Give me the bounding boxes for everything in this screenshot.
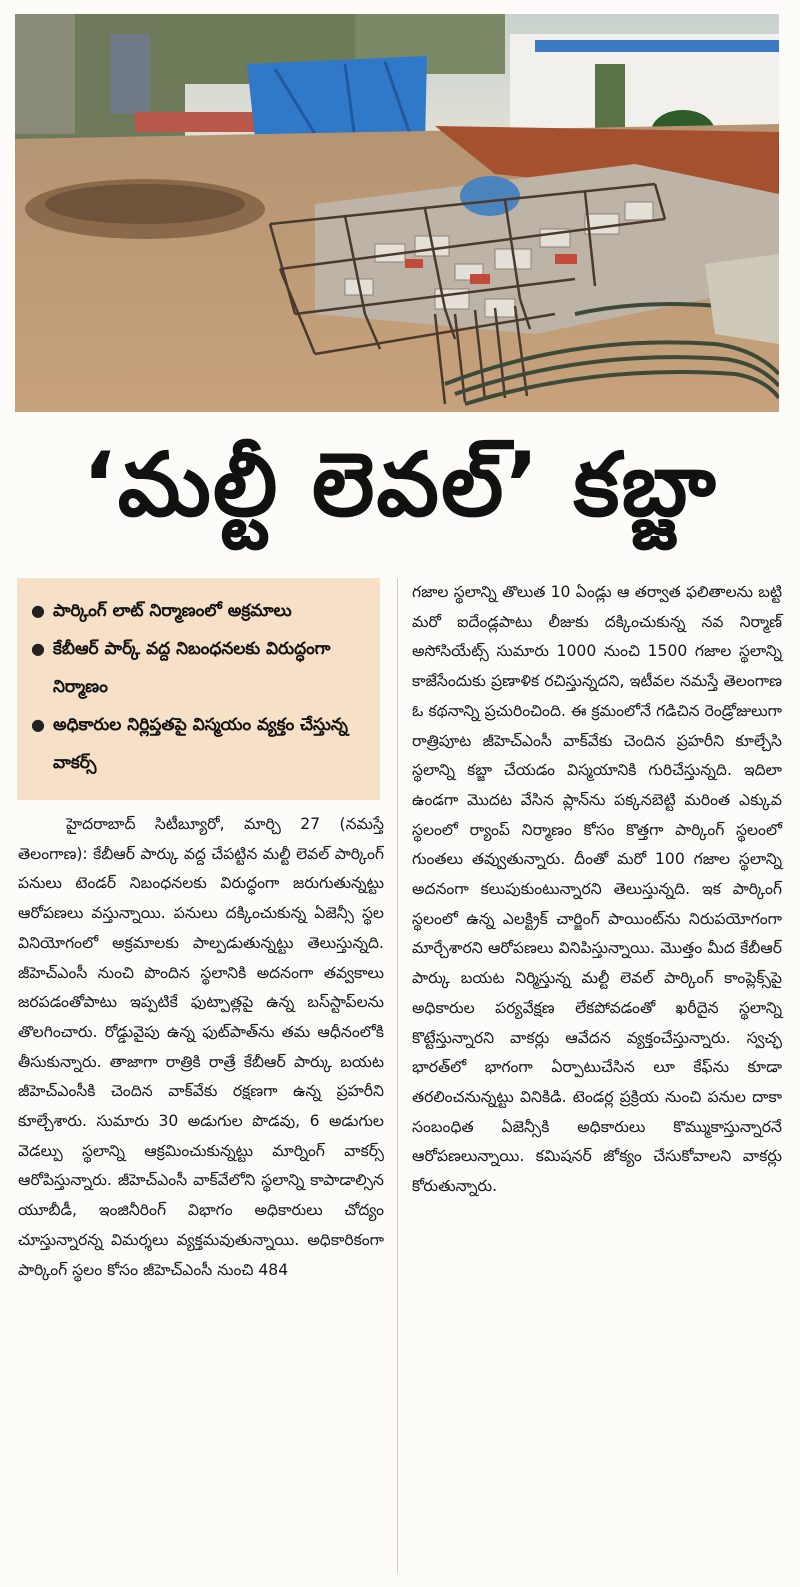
highlight-text: కేబీఆర్ పార్క్ వద్ద నిబంధనలకు విరుద్ధంగా నిర్మాణం: [53, 639, 331, 697]
blue-tarp: [247, 56, 427, 142]
article-paragraph: గజాల స్థలాన్ని తొలుత 10 ఏండ్లు ఆ తర్వాత ఫలితాలను బట్టి మరో ఐదేండ్లపాటు లీజుకు దక్కించుకున్న నవ నిర్మాణ్ అసోసియేట్స్ సుమారు 1000 నుంచి 1500 గజాల స్థలాన్ని కాజేసేందుకు ప్రణాళిక రచిస్తున్నదని, ఇటీవల నమస్తే తెలంగాణ ఓ కథనాన్ని ప్రచురించింది. ఈ క్రమంలోనే గడిచిన రెండ్రోజులుగా రాత్రిపూట జీహెచ్ఎంసీ వాక్‌వేకు చెందిన ప్రహరీని కూల్చేసి స్థలాన్ని కబ్జా చేయడం విస్మయానికి గురిచేస్తున్నది. ఇదిలా ఉండగా మొదట వేసిన ప్లాన్‌ను పక్కనబెట్టి మరింత ఎక్కువ స్థలంలో ర్యాంప్ నిర్మాణం కోసం కొత్తగా పార్కింగ్ స్థలంలో గుంతలు తవ్వుతున్నారు. దీంతో మరో 100 గజాల స్థలాన్ని అదనంగా కలుపుకుంటున్నారని తెలుస్తున్నది. ఇక పార్కింగ్ స్థలంలో ఉన్న ఎలక్ట్రిక్ చార్జింగ్ పాయింట్‌ను నిరుపయోగంగా మార్చేశారని ఆరోపణలు వినిపిస్తున్నాయి. మొత్తం మీద కేబీఆర్ పార్కు బయట నిర్మిస్తున్న మల్టీ లెవల్ పార్కింగ్ కాంప్లెక్స్‌పై అధికారుల పర్యవేక్షణ లేకపోవడంతో ఖరీదైన స్థలాన్ని కొట్టేస్తున్నారని వాకర్లు ఆవేదన వ్యక్తంచేస్తున్నారు. స్వచ్ఛ భారత్‌లో భాగంగా ఏర్పాటుచేసిన లూ కేఫ్‌ను కూడా తరలించనున్నట్టు వినికిడి. టెండర్ల ప్రక్రియ నుంచి పనుల దాకా సంబంధిత ఏజెన్సీకి అధికారులు కొమ్ముకాస్తున్నారనే ఆరోపణలున్నాయి. కమిషనర్ జోక్యం చేసుకోవాలని వాకర్లు కోరుతున్నారు.: [412, 583, 782, 1196]
article-paragraph: హైదరాబాద్ సిటీబ్యూరో, మార్చి 27 (నమస్తే తెలంగాణ): కేబీఆర్ పార్కు వద్ద చేపట్టిన మల్టీ లెవల్ పార్కింగ్ పనులు టెండర్ నిబంధనలకు విరుద్ధంగా జరుగుతున్నట్టు ఆరోపణలు వస్తున్నాయి. పనులు దక్కించుకున్న ఏజెన్సీ స్థల వినియోగంలో అక్రమాలకు పాల్పడుతున్నట్టు తెలుస్తున్నది. జీహెచ్ఎంసీ నుంచి పొందిన స్థలానికి అదనంగా తవ్వకాలు జరపడంతోపాటు ఇప్పటికే ఫుట్పాత్లపై ఉన్న బస్‌స్టాప్‌లను తొలగించారు. రోడ్డువైపు ఉన్న ఫుట్‌పాత్‌ను తమ ఆధీనంలోకి తీసుకున్నారు. తాజాగా రాత్రికి రాత్రే కేబీఆర్ పార్కు బయట జీహెచ్ఎంసీకి చెందిన వాక్‌వేకు రక్షణగా ఉన్న ప్రహరీని కూల్చేశారు. సుమారు 30 అడుగుల పొడవు, 6 అడుగుల వెడల్పు స్థలాన్ని ఆక్రమించుకున్నట్టు మార్నింగ్ వాకర్స్ ఆరోపిస్తున్నారు. జీహెచ్ఎంసీ వాక్‌వేలోని స్థలాన్ని కాపాడాల్సిన యూబీడీ, ఇంజినీరింగ్ విభాగం అధికారులు చోద్యం చూస్తున్నారన్న విమర్శలు వ్యక్తమవుతున్నాయి. అధికారికంగా పార్కింగ్ స్థలం కోసం జీహెచ్ఎంసీ నుంచి 484: [18, 815, 384, 1279]
bullet-icon: ●: [31, 601, 45, 620]
highlight-text: పార్కింగ్ లాట్ నిర్మాణంలో అక్రమాలు: [53, 601, 292, 621]
highlight-text: అధికారుల నిర్లిప్తతపై విస్మయం వ్యక్తం చేస్తున్న వాకర్స్: [53, 715, 348, 773]
blue-railing: [535, 40, 779, 52]
column-divider: [397, 578, 398, 1573]
highlights-box: [17, 578, 380, 800]
construction-site-photo: [15, 14, 779, 412]
article-column-right: [412, 578, 782, 1202]
highlight-item: [31, 706, 370, 782]
bullet-icon: ●: [31, 639, 45, 658]
construction-site-illustration: [15, 14, 779, 412]
blue-drum: [460, 176, 520, 216]
highlight-item: [31, 592, 370, 630]
article-column-left: [18, 810, 384, 1285]
red-curb: [135, 112, 255, 132]
concrete-slab: [705, 254, 779, 344]
headline: ‘మల్టీ లెవల్’ కబ్జా: [82, 432, 718, 536]
highlight-item: [31, 630, 370, 706]
transformer: [110, 34, 150, 114]
bullet-icon: ●: [31, 715, 45, 734]
